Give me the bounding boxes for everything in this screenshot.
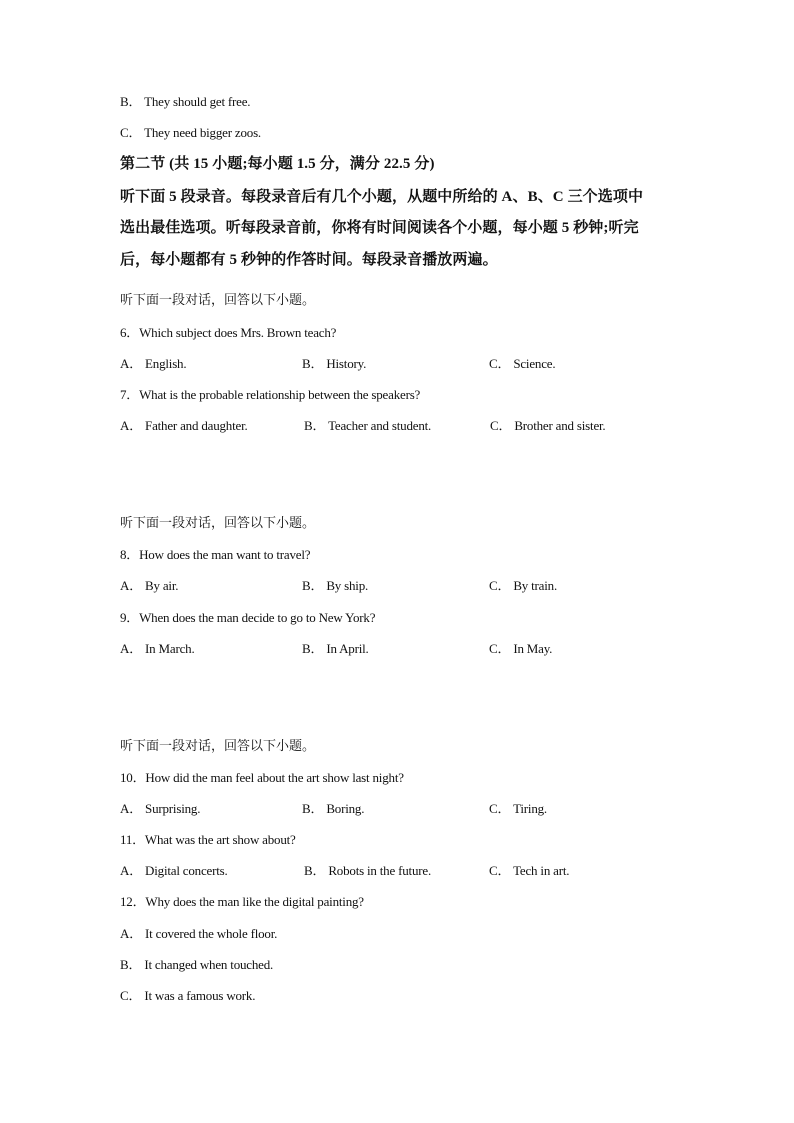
question-stem: 9．When does the man decide to go to New York? [120,610,376,625]
directions-line-2: 选出最佳选项。听每段录音前，你将有时间阅读各个小题，每小题 5 秒钟;听完 [120,220,639,236]
previous-option-b: B． They should get free. [120,94,251,109]
group-instruction: 听下面一段对话，回答以下小题。 [120,739,316,754]
option-b: B． By ship. [302,578,369,593]
option-c: C． It was a famous work. [120,988,256,1003]
option-b: B． Robots in the future. [304,863,431,878]
option-b: B． Boring. [302,801,365,816]
option-c: C． Tech in art. [489,863,570,878]
option-c: C． By train. [489,578,558,593]
option-a: A． Digital concerts. [120,863,228,878]
group-instruction: 听下面一段对话，回答以下小题。 [120,293,316,308]
section-title: 第二节 (共 15 小题;每小题 1.5 分，满分 22.5 分) [120,156,435,172]
group-instruction: 听下面一段对话，回答以下小题。 [120,516,316,531]
question-stem: 7．What is the probable relationship between the speakers? [120,387,421,402]
option-c: C． Tiring. [489,801,547,816]
directions-line-1: 听下面 5 段录音。每段录音后有几个小题，从题中所给的 A、B、C 三个选项中 [120,189,644,205]
option-b: B． In April. [302,641,369,656]
option-b: B． Teacher and student. [304,418,432,433]
question-stem: 8．How does the man want to travel? [120,547,311,562]
option-a: A． Father and daughter. [120,418,248,433]
option-a: A． Surprising. [120,801,201,816]
directions-line-3: 后，每小题都有 5 秒钟的作答时间。每段录音播放两遍。 [120,252,498,268]
question-stem: 10．How did the man feel about the art show last night? [120,770,404,785]
question-stem: 11．What was the art show about? [120,832,296,847]
option-a: A． It covered the whole floor. [120,926,278,941]
question-stem: 12．Why does the man like the digital painting? [120,894,364,909]
option-b: B． History. [302,356,367,371]
option-a: A． By air. [120,578,179,593]
option-a: A． English. [120,356,187,371]
option-a: A． In March. [120,641,195,656]
option-c: C． Brother and sister. [490,418,606,433]
option-b: B． It changed when touched. [120,957,274,972]
question-stem: 6．Which subject does Mrs. Brown teach? [120,325,337,340]
option-c: C． In May. [489,641,553,656]
previous-option-c: C． They need bigger zoos. [120,125,261,140]
option-c: C． Science. [489,356,556,371]
